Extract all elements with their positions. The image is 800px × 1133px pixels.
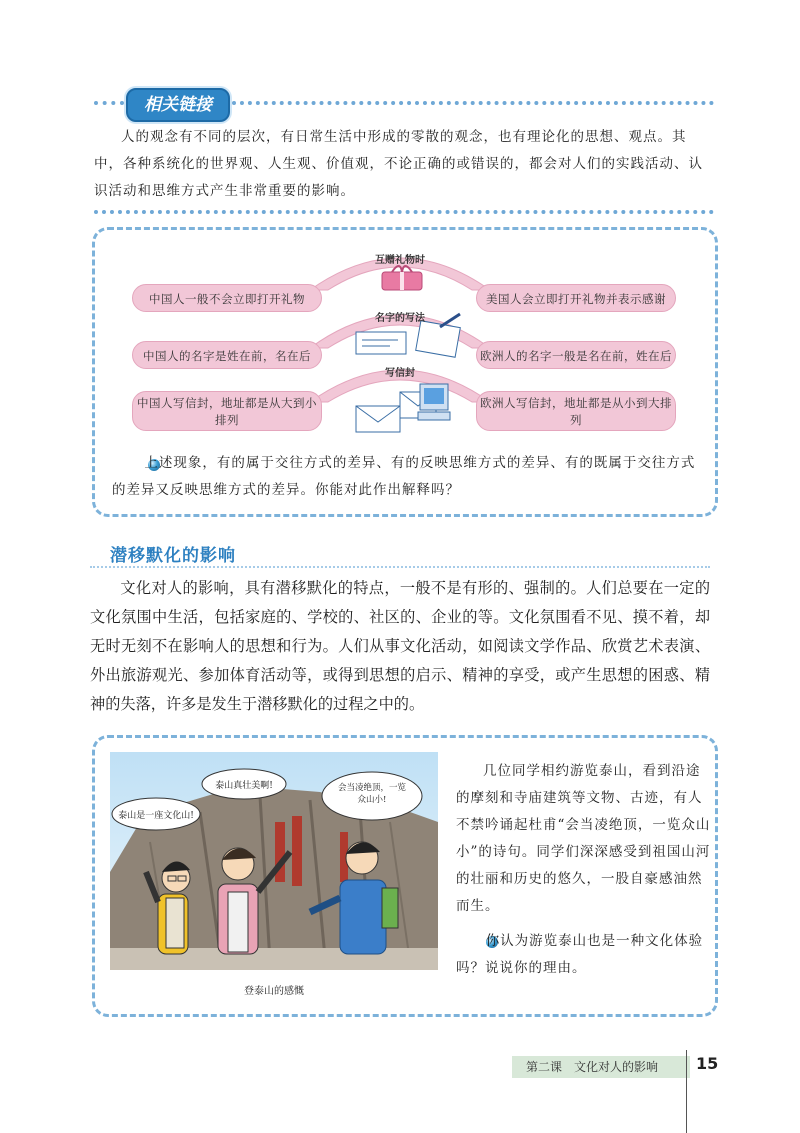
section-title-rule — [90, 566, 710, 568]
topic-label-name: 名字的写法 — [375, 313, 425, 324]
dotted-rule-left — [94, 101, 124, 105]
pill-right-envelope: 欧洲人写信封，地址都是从小到大排列 — [476, 391, 676, 431]
speech-bubble-2: 泰山真壮美啊! — [215, 781, 273, 791]
dotted-rule-right — [232, 101, 714, 105]
pill-right-name: 欧洲人的名字一般是名在前，姓在后 — [476, 341, 676, 369]
speech-bubble-3: 会当凌绝顶，一览众山小! — [338, 783, 407, 805]
page-number: 15 — [696, 1054, 719, 1073]
section-title: 潜移默化的影响 — [110, 546, 236, 566]
pill-left-envelope: 中国人写信封，地址都是从大到小排列 — [132, 391, 322, 431]
dotted-rule-bottom — [94, 210, 714, 214]
footer-divider — [686, 1050, 687, 1133]
illustration-caption: 登泰山的感慨 — [244, 986, 304, 997]
case-question: 你认为游览泰山也是一种文化体验吗？说说你的理由。 — [456, 933, 704, 976]
pill-left-gift: 中国人一般不会立即打开礼物 — [132, 284, 322, 312]
pill-left-name: 中国人的名字是姓在前，名在后 — [132, 341, 322, 369]
related-link-badge: 相关链接 — [126, 88, 230, 122]
section-body: 文化对人的影响，具有潜移默化的特点，一般不是有形的、强制的。人们总要在一定的文化氛围中生活，包括家庭的、学校的、社区的、企业的等。文化氛围看不见、摸不着，却无时无刻不在影响人的思想和行为。人们从事文化活动，如阅读文学作品、欣赏艺术表演、外出旅游观光、参加体育活动等，或得到思想的启示、精神的享受，或产生思想的困惑、精神的失落，许多是发生于潜移默化的过程之中的。 — [90, 579, 710, 713]
footer-lesson-bar — [512, 1056, 690, 1078]
comparison-question: 上述现象，有的属于交往方式的差异、有的反映思维方式的差异、有的既属于交往方式的差异又反映思维方式的差异。你能对此作出解释吗？ — [112, 455, 696, 498]
gift-icon — [382, 266, 422, 290]
envelope-computer-icon — [356, 384, 450, 432]
speech-bubble-1: 泰山是一座文化山! — [118, 811, 194, 821]
topic-label-gift: 互赠礼物时 — [375, 255, 425, 266]
related-link-text: 人的观念有不同的层次，有日常生活中形成的零散的观念，也有理论化的思想、观点。其中，各种系统化的世界观、人生观、价值观，不论正确的或错误的，都会对人们的实践活动、认识活动和思维方式产生非常重要的影响。 — [94, 129, 703, 199]
pill-right-gift: 美国人会立即打开礼物并表示感谢 — [476, 284, 676, 312]
topic-label-envelope: 写信封 — [385, 368, 415, 379]
case-story: 几位同学相约游览泰山，看到沿途的摩刻和寺庙建筑等文物、古迹，有人不禁吟诵起杜甫“会当凌绝顶，一览众山小”的诗句。同学们深深感受到祖国山河的壮丽和历史的悠久，一股自豪感油然而生。 — [456, 763, 711, 914]
footer-lesson-title: 第二课 文化对人的影响 — [526, 1060, 659, 1074]
